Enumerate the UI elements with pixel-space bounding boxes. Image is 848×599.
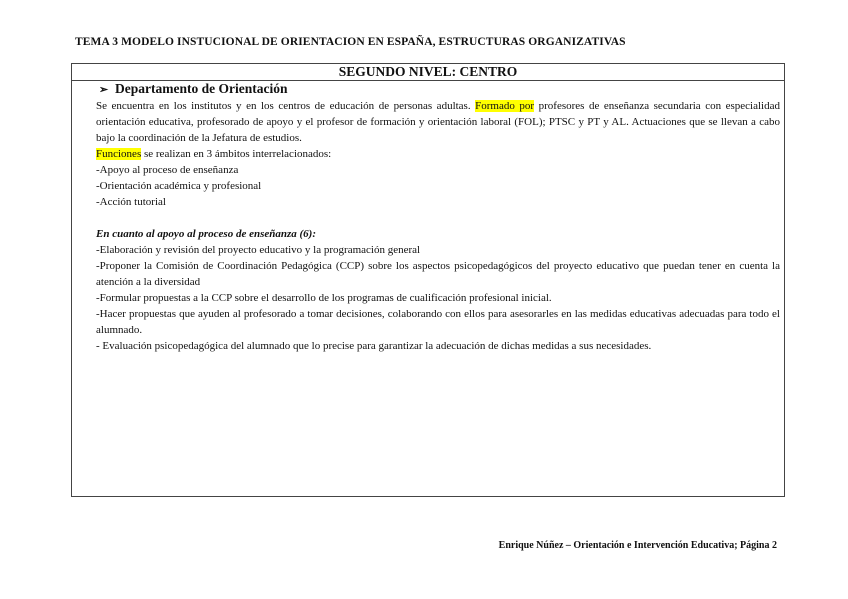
highlight-funciones: Funciones	[96, 148, 142, 160]
area-item: -Acción tutorial	[96, 196, 166, 208]
list-item: -Elaboración y revisión del proyecto educativo y la programación general	[96, 244, 421, 256]
box-title: SEGUNDO NIVEL: CENTRO	[72, 64, 784, 81]
list-item: -Proponer la Comisión de Coordinación Pedagógica (CCP) sobre los aspectos psicopedagógicos del proyecto educativo que puedan tener en cuenta la atención a la diversidad	[96, 260, 780, 288]
list-item: -Formular propuestas a la CCP sobre el desarrollo de los programas de cualificación profesional inicial.	[96, 292, 552, 304]
area-item: -Orientación académica y profesional	[96, 180, 262, 192]
functions-line	[96, 146, 780, 162]
intro-text-after: profesores de enseñanza secundaria con especialidad orientación educativa, profesorado de apoyo y el profesor de formación y orientación laboral (FOL); PTSC y PT y AL. Actuaciones que se llevan a cabo bajo la coordinación de la Jefatura de estudios.	[96, 100, 780, 144]
page-footer: Enrique Núñez – Orientación e Intervención Educativa; Página 2	[498, 540, 777, 551]
highlight-formado-por: Formado por	[475, 100, 535, 112]
functions-text: se realizan en 3 ámbitos interrelacionados:	[141, 148, 332, 160]
box-content	[72, 81, 784, 354]
area-item: -Apoyo al proceso de enseñanza	[96, 164, 239, 176]
intro-text-before: Se encuentra en los institutos y en los centros de educación de personas adultas.	[96, 100, 476, 112]
section-heading	[99, 81, 780, 98]
document-header-title: TEMA 3 MODELO INSTUCIONAL DE ORIENTACION EN ESPAÑA, ESTRUCTURAS ORGANIZATIVAS	[75, 36, 626, 48]
sub-heading: En cuanto al apoyo al proceso de enseñanza (6):	[96, 228, 316, 240]
list-item: -Hacer propuestas que ayuden al profesorado a tomar decisiones, colaborando con ellos para asesorarles en las medidas educativas adecuadas para todo el alumnado.	[96, 308, 780, 336]
section-heading-text: Departamento de Orientación	[115, 81, 288, 96]
list-item: - Evaluación psicopedagógica del alumnado que lo precise para garantizar la adecuación de dichas medidas a sus necesidades.	[96, 340, 652, 352]
arrow-bullet-icon: ➢	[99, 84, 109, 96]
intro-paragraph	[96, 98, 780, 146]
content-box	[71, 63, 785, 497]
